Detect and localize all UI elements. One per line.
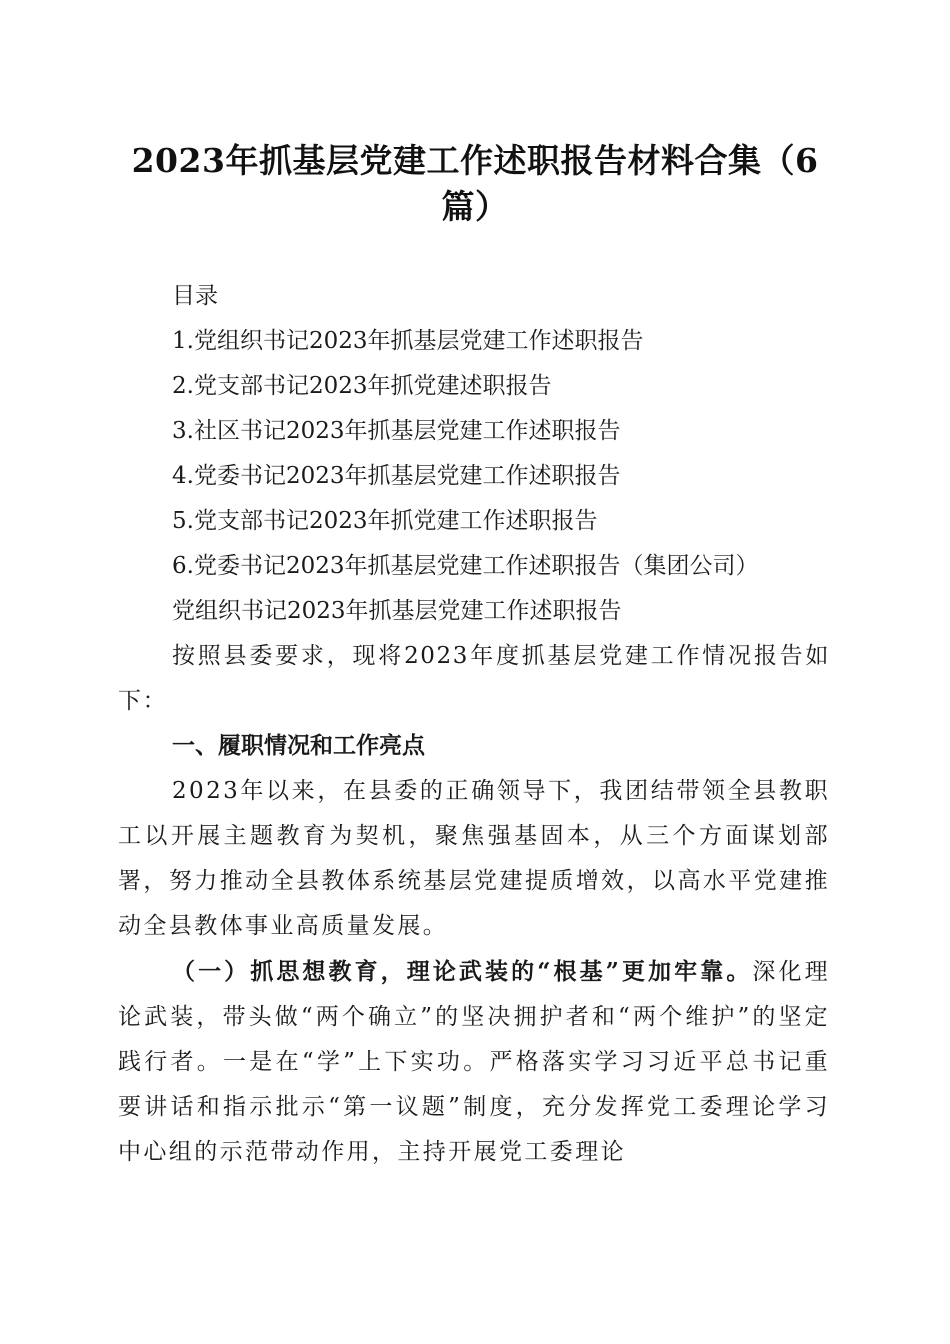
subsection-heading: （一）抓思想教育，理论武装的“根基”更加牢靠。 xyxy=(172,958,753,985)
subsection-paragraph xyxy=(118,949,830,1175)
paragraph: 2023年以来，在县委的正确领导下，我团结带领全县教职工以开展主题教育为契机，聚焦强基固本，从三个方面谋划部署，努力推动全县教体系统基层党建提质增效，以高水平党建推动全县教体事业高质量发展。 xyxy=(118,778,830,939)
title-line-2: 篇） xyxy=(441,187,509,226)
section-heading: 一、履职情况和工作亮点 xyxy=(172,733,425,759)
toc-item: 2.党支部书记2023年抓党建述职报告 xyxy=(172,373,552,399)
document-title xyxy=(110,138,840,230)
toc-item: 5.党支部书记2023年抓党建工作述职报告 xyxy=(172,508,598,534)
toc-item: 3.社区书记2023年抓基层党建工作述职报告 xyxy=(172,418,621,444)
document-body xyxy=(118,274,830,1175)
intro-paragraph: 按照县委要求，现将2023年度抓基层党建工作情况报告如下： xyxy=(118,643,830,714)
toc-item: 6.党委书记2023年抓基层党建工作述职报告（集团公司） xyxy=(172,553,759,579)
toc-item: 1.党组织书记2023年抓基层党建工作述职报告 xyxy=(172,328,644,354)
section-title: 党组织书记2023年抓基层党建工作述职报告 xyxy=(172,598,622,624)
toc-label: 目录 xyxy=(172,283,218,309)
title-line-1: 2023年抓基层党建工作述职报告材料合集（6 xyxy=(131,141,819,180)
subsection-text: 深化理论武装，带头做“两个确立”的坚决拥护者和“两个维护”的坚定践行者。一是在“学”上下实功。严格落实学习习近平总书记重要讲话和指示批示“第一议题”制度，充分发挥党工委理论学习中心组的示范带动作用，主持开展党工委理论 xyxy=(118,959,830,1165)
toc-item: 4.党委书记2023年抓基层党建工作述职报告 xyxy=(172,463,621,489)
